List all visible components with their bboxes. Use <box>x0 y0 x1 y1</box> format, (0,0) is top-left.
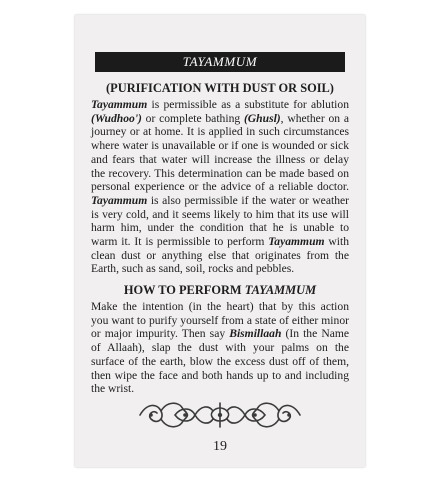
paragraph-definition-line <box>91 235 349 249</box>
text-run: Make the intention (in the heart) that by this action <box>91 300 349 313</box>
chapter-title-banner <box>95 52 345 72</box>
paragraph-definition-line <box>91 249 349 263</box>
text-run: journey or at home. It is applied in such circumstances <box>91 125 349 139</box>
page-number: 19 <box>213 439 227 454</box>
paragraph-definition-line <box>91 208 349 222</box>
paragraph-definition-line <box>91 262 349 276</box>
book-page <box>75 15 365 467</box>
text-run: the wrist. <box>91 382 135 396</box>
text-run: or complete bathing <box>141 111 244 125</box>
paragraph-definition-line <box>91 180 349 194</box>
emphasized-term: (Wudhoo') <box>91 111 142 125</box>
text-run: of Allaah), slap the dust with your palms on the <box>91 341 349 355</box>
text-run: warm it. It is permissible to perform <box>91 235 269 249</box>
paragraph-instructions-line <box>91 300 349 314</box>
emphasized-term: Tayammum <box>91 193 148 207</box>
paragraph-instructions-line <box>91 341 349 355</box>
paragraph-definition <box>91 98 349 276</box>
section-heading-how-to <box>93 283 347 298</box>
paragraph-definition-line <box>91 153 349 167</box>
text-run: is permissible as a substitute for ablution <box>147 98 349 111</box>
text-run: with <box>324 235 350 249</box>
paragraph-definition-line <box>91 125 349 139</box>
text-run: harm him, under the condition that he is unable to <box>91 221 349 235</box>
emphasized-term: Tayammum <box>91 98 148 111</box>
paragraph-instructions <box>91 300 349 396</box>
text-run: (In the Name <box>281 327 350 341</box>
text-run: is also permissible if the water or weather <box>147 193 349 207</box>
chapter-title: TAYAMMUM <box>182 54 258 69</box>
paragraph-definition-line <box>91 98 349 112</box>
section-subheading: (PURIFICATION WITH DUST OR SOIL) <box>106 81 334 95</box>
text-run: is very cold, and it seems likely to him that its use will <box>91 207 349 221</box>
heading-term: TAYAMMUM <box>244 283 317 297</box>
text-run: you want to purify yourself from a state of either minor <box>91 313 349 327</box>
paragraph-definition-line <box>91 139 349 153</box>
paragraph-definition-line <box>91 221 349 235</box>
emphasized-term: (Ghusl) <box>243 111 281 125</box>
text-run: clean dust or anything else that originates from the <box>91 248 349 262</box>
text-run: and fears that water will increase the illness or delay <box>91 152 349 166</box>
paragraph-instructions-line <box>91 327 349 341</box>
text-run: surface of the earth, blow the excess dust off of them, <box>91 354 349 368</box>
paragraph-instructions-line <box>91 382 349 396</box>
floral-divider-ornament-icon <box>135 397 305 433</box>
paragraph-instructions-line <box>91 369 349 383</box>
paragraph-definition-line <box>91 112 349 126</box>
paragraph-definition-line <box>91 167 349 181</box>
text-run: the recovery. This determination can be made based on <box>91 166 349 180</box>
text-run: , whether on a <box>280 111 349 125</box>
text-run: personal experience or the advice of a reliable doctor. <box>91 180 349 194</box>
text-run: Earth, such as sand, soil, rocks and pebbles. <box>91 262 295 276</box>
text-run: then wipe the face and both hands up to and including <box>91 368 349 382</box>
heading-prefix: HOW TO PERFORM <box>123 283 245 297</box>
emphasized-term: Tayammum <box>268 235 325 249</box>
text-run: where water is unavailable or if one is wounded or sick <box>91 139 349 153</box>
paragraph-instructions-line <box>91 314 349 328</box>
text-run: or major impurity. Then say <box>91 327 230 341</box>
paragraph-definition-line <box>91 194 349 208</box>
emphasized-term: Bismillaah <box>229 327 282 341</box>
paragraph-instructions-line <box>91 355 349 369</box>
